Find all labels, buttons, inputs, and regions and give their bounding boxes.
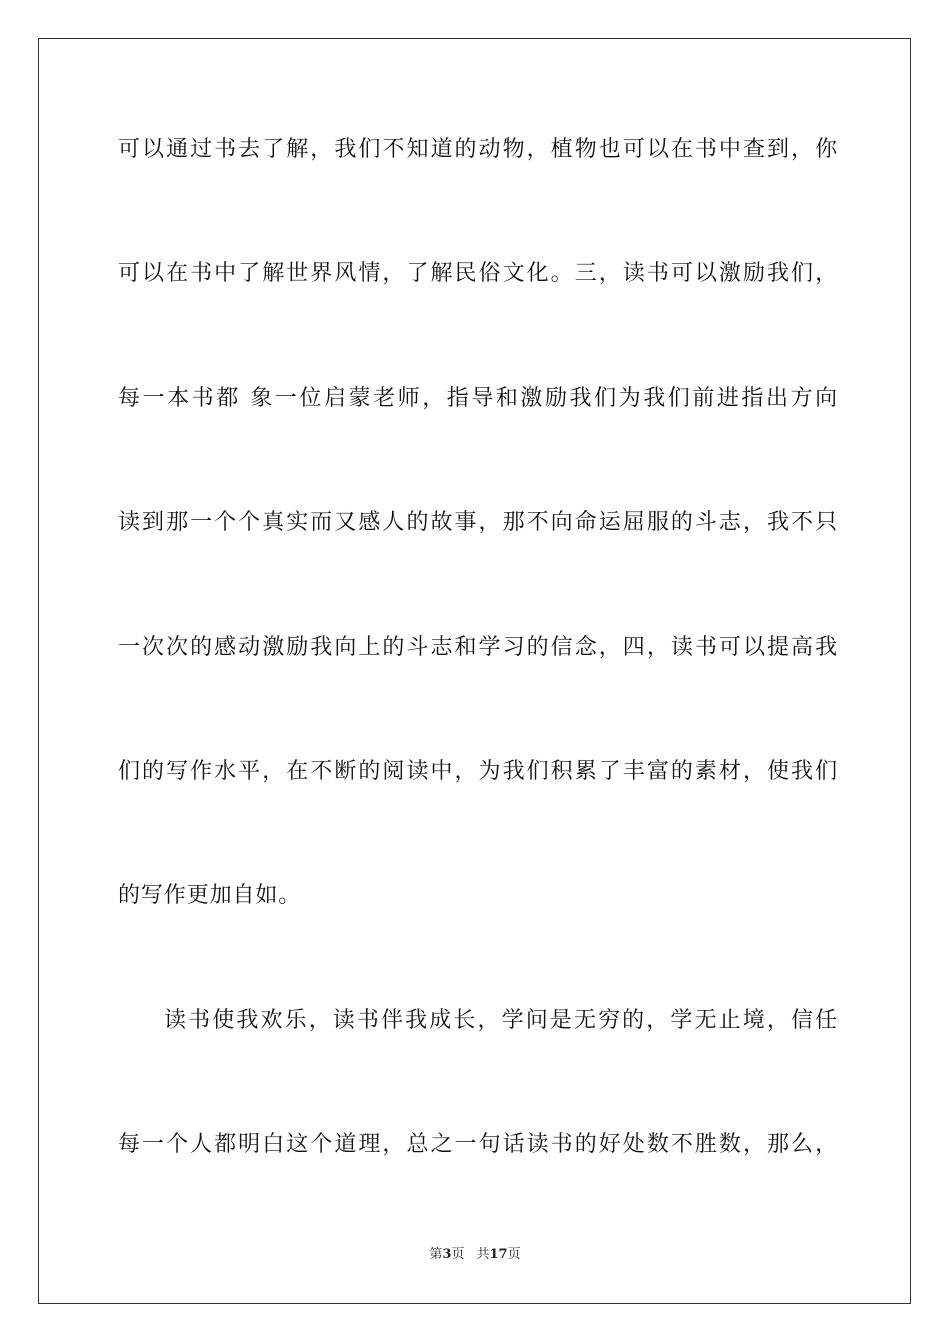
body-text-line-7: 的写作更加自如。	[118, 883, 302, 908]
page-prefix: 第	[429, 1247, 443, 1262]
body-text-line-5: 一次次的感动激励我向上的斗志和学习的信念，四，读书可以提高我	[118, 635, 838, 660]
body-text-line-1: 可以通过书去了解，我们不知道的动物，植物也可以在书中查到，你	[118, 137, 838, 162]
total-pages: 17	[489, 1247, 508, 1262]
body-text-line-3: 每一本书都 象一位启蒙老师，指导和激励我们为我们前进指出方向	[118, 386, 838, 411]
page-suffix: 页	[451, 1247, 465, 1262]
body-text-line-9: 每一个人都明白这个道理，总之一句话读书的好处数不胜数，那么，	[118, 1132, 838, 1157]
body-text-line-6: 们的写作水平，在不断的阅读中，为我们积累了丰富的素材，使我们	[118, 759, 838, 784]
body-text-line-4: 读到那一个个真实而又感人的故事，那不向命运屈服的斗志，我不只	[118, 510, 838, 535]
paragraph-start-line: 读书使我欢乐，读书伴我成长，学问是无穷的，学无止境，信任	[164, 1008, 838, 1033]
page-footer	[0, 1246, 950, 1264]
total-suffix: 页	[507, 1247, 521, 1262]
body-text-line-2: 可以在书中了解世界风情，了解民俗文化。三，读书可以激励我们，	[118, 261, 838, 286]
page-frame	[38, 38, 911, 1304]
page-number: 3	[442, 1247, 452, 1262]
total-prefix: 共	[476, 1247, 490, 1262]
